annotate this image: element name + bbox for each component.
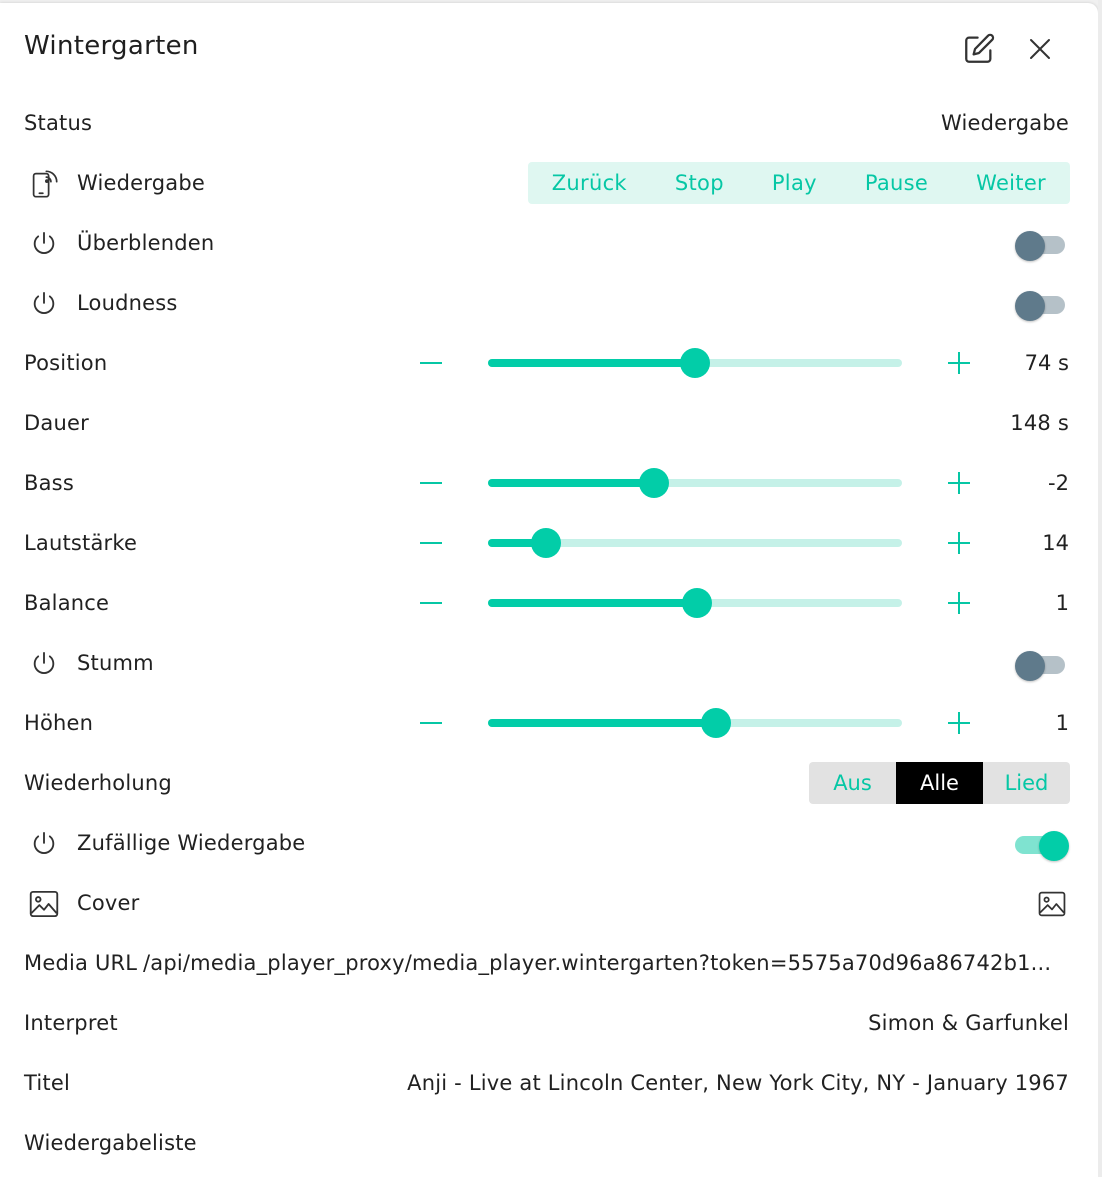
volume-slider[interactable] (488, 539, 902, 547)
treble-decrease-button[interactable] (413, 705, 449, 741)
row-repeat (0, 753, 1098, 813)
edit-icon (962, 32, 996, 66)
crossfade-toggle[interactable] (1015, 233, 1065, 253)
balance-increase-button[interactable] (941, 585, 977, 621)
artist-label: Interpret (24, 1011, 118, 1035)
balance-slider[interactable] (488, 599, 902, 607)
play-button[interactable]: Play (771, 171, 817, 195)
repeat-off-button[interactable]: Aus (833, 771, 872, 795)
artist-value: Simon & Garfunkel (868, 1011, 1069, 1035)
media-url-label: Media URL (24, 951, 138, 975)
image-icon (29, 889, 59, 919)
slider-fill (488, 479, 654, 487)
duration-value: 148 s (1010, 411, 1069, 435)
crossfade-label: Überblenden (77, 231, 215, 255)
slider-thumb[interactable] (680, 348, 710, 378)
status-value: Wiedergabe (940, 111, 1069, 135)
row-artist (0, 993, 1098, 1053)
playback-label: Wiedergabe (77, 171, 206, 195)
toggle-knob (1039, 831, 1069, 861)
slider-fill (488, 599, 697, 607)
dialog-header (0, 3, 1098, 93)
playback-controls (528, 162, 1070, 204)
toggle-knob (1015, 651, 1045, 681)
repeat-label: Wiederholung (24, 771, 172, 795)
treble-increase-button[interactable] (941, 705, 977, 741)
mute-label: Stumm (77, 651, 154, 675)
title-label: Titel (24, 1071, 71, 1095)
volume-increase-button[interactable] (941, 525, 977, 561)
slider-thumb[interactable] (639, 468, 669, 498)
row-position (0, 333, 1098, 393)
row-cover (0, 873, 1098, 933)
status-label: Status (24, 111, 93, 135)
row-playlist (0, 1113, 1098, 1173)
slider-fill (488, 719, 716, 727)
position-decrease-button[interactable] (413, 345, 449, 381)
slider-thumb[interactable] (531, 528, 561, 558)
dialog-title: Wintergarten (24, 31, 199, 61)
row-volume (0, 513, 1098, 573)
row-media-url (0, 933, 1098, 993)
cover-label: Cover (77, 891, 140, 915)
title-value: Anji - Live at Lincoln Center, New York City, NY - January 1967 (407, 1071, 1069, 1095)
pause-button[interactable]: Pause (864, 171, 929, 195)
balance-value: 1 (1055, 591, 1069, 615)
media-player-dialog (0, 3, 1098, 1177)
bass-increase-button[interactable] (941, 465, 977, 501)
loudness-toggle[interactable] (1015, 293, 1065, 313)
treble-label: Höhen (24, 711, 94, 735)
row-balance (0, 573, 1098, 633)
repeat-all-button[interactable]: Alle (896, 762, 983, 804)
bass-slider[interactable] (488, 479, 902, 487)
treble-slider[interactable] (488, 719, 902, 727)
position-increase-button[interactable] (941, 345, 977, 381)
cast-device-icon (29, 169, 59, 199)
cover-image-icon[interactable] (1037, 891, 1067, 917)
slider-thumb[interactable] (701, 708, 731, 738)
position-value: 74 s (1024, 351, 1069, 375)
row-loudness (0, 273, 1098, 333)
balance-decrease-button[interactable] (413, 585, 449, 621)
row-mute (0, 633, 1098, 693)
scrollbar[interactable] (1098, 0, 1102, 1177)
close-icon (1029, 38, 1051, 60)
repeat-one-button[interactable]: Lied (1004, 771, 1049, 795)
duration-label: Dauer (24, 411, 89, 435)
slider-thumb[interactable] (682, 588, 712, 618)
row-playback (0, 153, 1098, 213)
next-button[interactable]: Weiter (976, 171, 1046, 195)
row-shuffle (0, 813, 1098, 873)
row-title (0, 1053, 1098, 1113)
volume-value: 14 (1042, 531, 1069, 555)
power-icon (29, 229, 59, 259)
power-icon (29, 649, 59, 679)
position-label: Position (24, 351, 108, 375)
row-crossfade (0, 213, 1098, 273)
edit-button[interactable] (959, 29, 999, 69)
repeat-mode-selector (809, 762, 1070, 804)
row-duration (0, 393, 1098, 453)
treble-value: 1 (1055, 711, 1069, 735)
row-treble (0, 693, 1098, 753)
row-bass (0, 453, 1098, 513)
power-icon (29, 829, 59, 859)
bass-decrease-button[interactable] (413, 465, 449, 501)
slider-fill (488, 359, 695, 367)
bass-label: Bass (24, 471, 74, 495)
volume-label: Lautstärke (24, 531, 138, 555)
row-status (0, 93, 1098, 153)
shuffle-toggle[interactable] (1015, 833, 1065, 853)
power-icon (29, 289, 59, 319)
volume-decrease-button[interactable] (413, 525, 449, 561)
mute-toggle[interactable] (1015, 653, 1065, 673)
balance-label: Balance (24, 591, 110, 615)
media-url-value: /api/media_player_proxy/media_player.wintergarten?token=5575a70d96a86742b1... (143, 951, 1052, 975)
close-button[interactable] (1020, 29, 1060, 69)
bass-value: -2 (1048, 471, 1069, 495)
position-slider[interactable] (488, 359, 902, 367)
previous-button[interactable]: Zurück (551, 171, 627, 195)
shuffle-label: Zufällige Wiedergabe (77, 831, 306, 855)
toggle-knob (1015, 291, 1045, 321)
stop-button[interactable]: Stop (674, 171, 724, 195)
playlist-label: Wiedergabeliste (24, 1131, 197, 1155)
loudness-label: Loudness (77, 291, 178, 315)
toggle-knob (1015, 231, 1045, 261)
